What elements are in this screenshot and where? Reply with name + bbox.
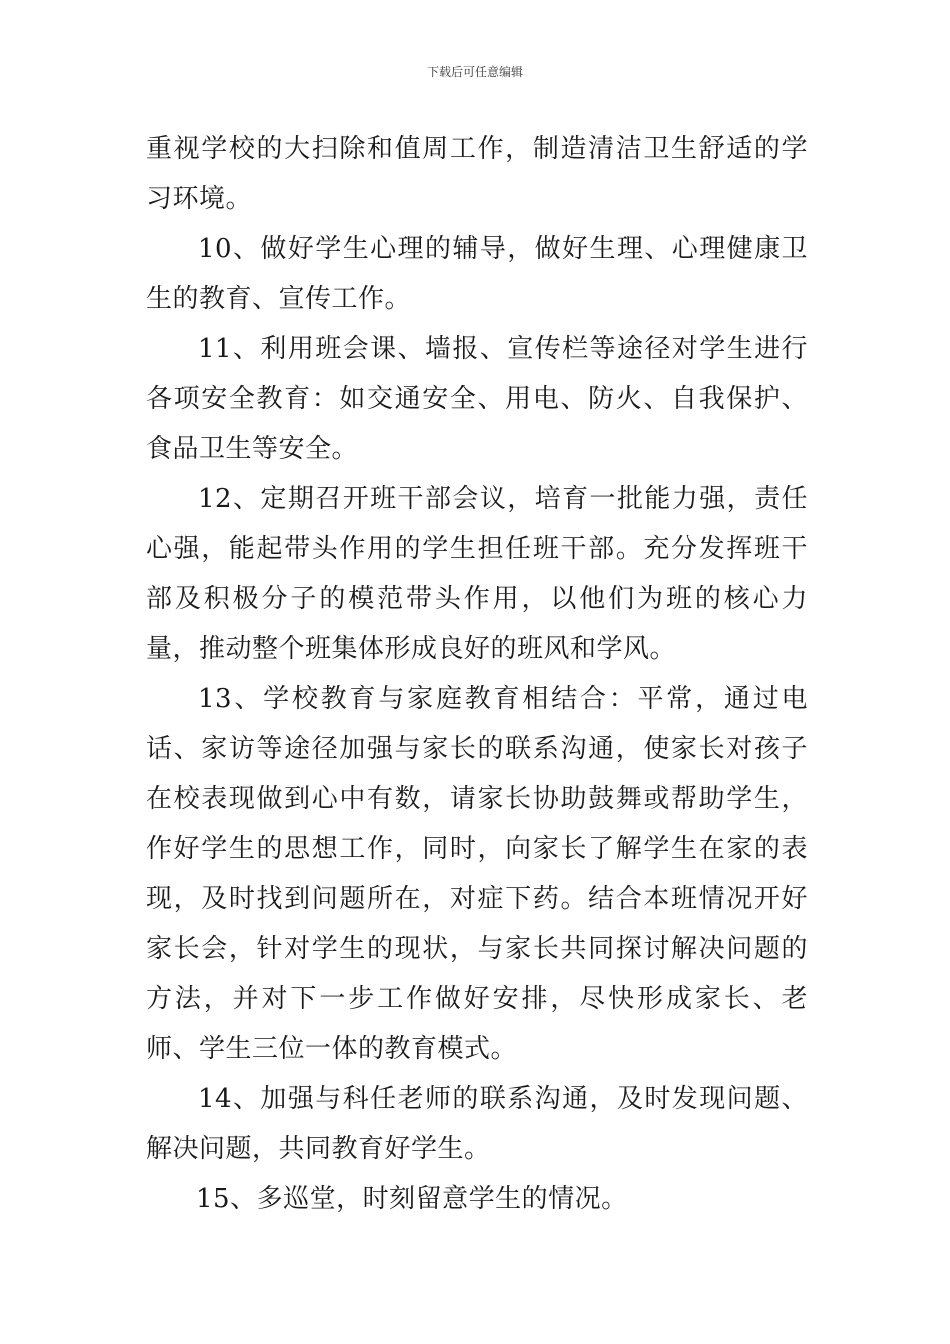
page-header: 下载后可任意编辑 [426, 65, 523, 79]
paragraph-continuation: 重视学校的大扫除和值周工作，制造清洁卫生舒适的学习环境。 [146, 134, 808, 214]
paragraph-item-10: 10、做好学生心理的辅导，做好生理、心理健康卫生的教育、宣传工作。 [146, 234, 808, 314]
document-body [146, 124, 808, 1224]
paragraph-item-11: 11、利用班会课、墙报、宣传栏等途径对学生进行各项安全教育：如交通安全、用电、防火、自我保护、食品卫生等安全。 [146, 334, 808, 464]
paragraph-item-12: 12、定期召开班干部会议，培育一批能力强，责任心强，能起带头作用的学生担任班干部。充分发挥班干部及积极分子的模范带头作用，以他们为班的核心力量，推动整个班集体形成良好的班风和学风。 [146, 484, 808, 664]
paragraph-item-14: 14、加强与科任老师的联系沟通，及时发现问题、解决问题，共同教育好学生。 [146, 1084, 808, 1164]
paragraph-item-15: 15、多巡堂，时刻留意学生的情况。 [196, 1184, 628, 1214]
paragraph-item-13: 13、学校教育与家庭教育相结合：平常，通过电话、家访等途径加强与家长的联系沟通，使家长对孩子在校表现做到心中有数，请家长协助鼓舞或帮助学生，作好学生的思想工作，同时，向家长了解学生在家的表现，及时找到问题所在，对症下药。结合本班情况开好家长会，针对学生的现状，与家长共同探讨解决问题的方法，并对下一步工作做好安排，尽快形成家长、老师、学生三位一体的教育模式。 [146, 684, 808, 1064]
